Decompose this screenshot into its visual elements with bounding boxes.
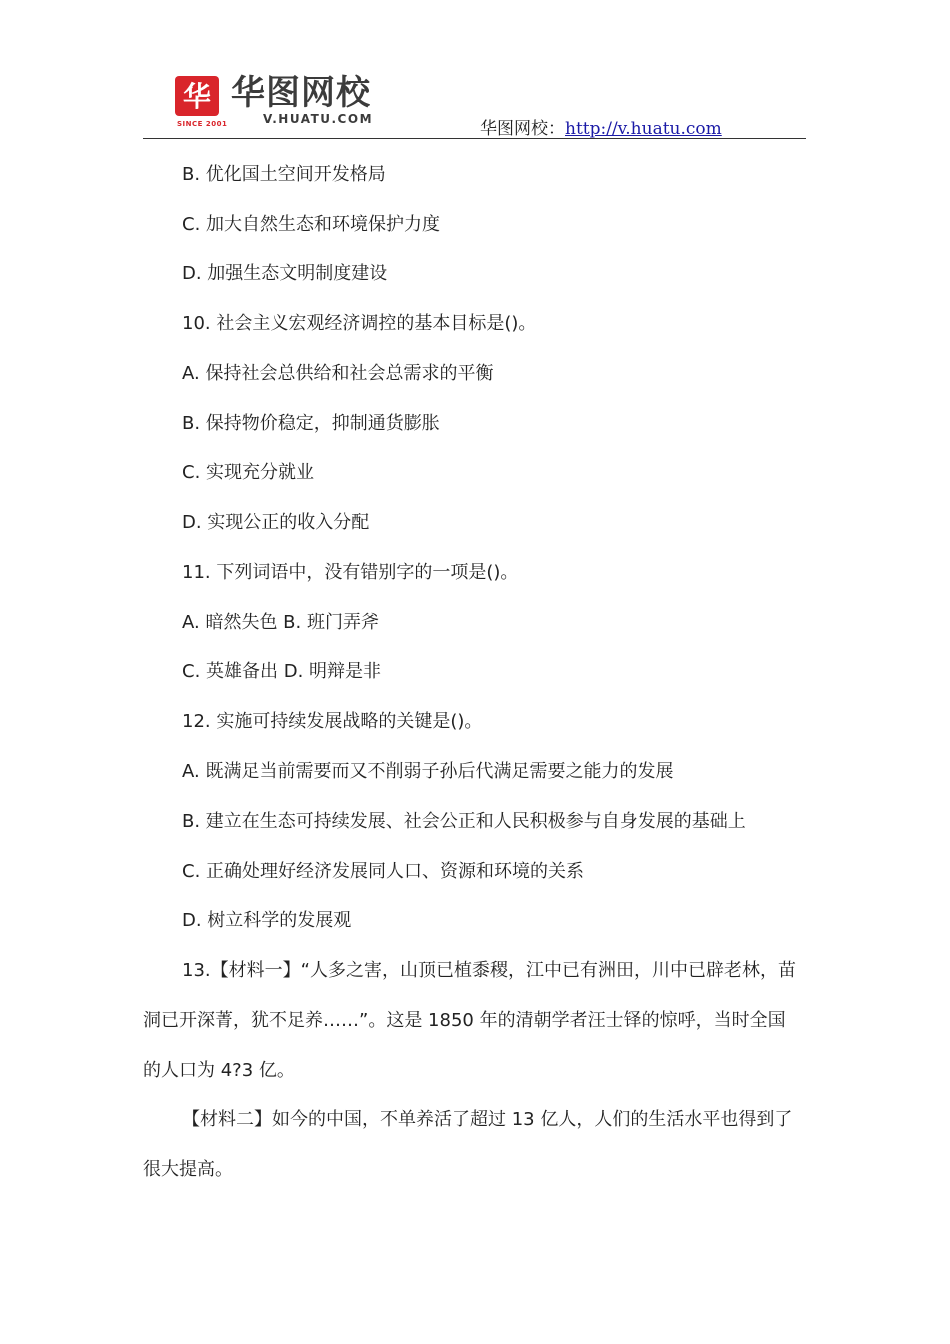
logo-name: 华图网校 [231, 73, 371, 113]
huatu-logo[interactable] [175, 73, 407, 128]
option-line: D. 实现公正的收入分配 [182, 512, 370, 533]
header-site-info [480, 114, 722, 139]
logo-glyph: 华 [182, 80, 212, 113]
option-line: B. 建立在生态可持续发展、社会公正和人民积极参与自身发展的基础上 [182, 811, 746, 832]
site-label: 华图网校： [480, 119, 565, 139]
material-two-line: 【材料二】如今的中国，不单养活了超过 13 亿人，人们的生活水平也得到了 [182, 1109, 793, 1130]
option-line: D. 加强生态文明制度建设 [182, 263, 388, 284]
site-link[interactable]: http://v.huatu.com [565, 119, 722, 139]
option-line: B. 保持物价稳定，抑制通货膨胀 [182, 413, 440, 434]
option-line: D. 树立科学的发展观 [182, 910, 352, 931]
option-line: A. 暗然失色 B. 班门弄斧 [182, 612, 379, 633]
option-line: A. 既满足当前需要而又不削弱子孙后代满足需要之能力的发展 [182, 761, 674, 782]
question-line: 11. 下列词语中，没有错别字的一项是()。 [182, 562, 519, 583]
option-line: A. 保持社会总供给和社会总需求的平衡 [182, 363, 494, 384]
material-one-line: 洞已开深菁，犹不足养……”。这是 1850 年的清朝学者汪士铎的惊呼，当时全国 [143, 1010, 786, 1031]
question-line: 12. 实施可持续发展战略的关键是()。 [182, 711, 483, 732]
option-line: C. 加大自然生态和环境保护力度 [182, 214, 441, 235]
option-line: C. 正确处理好经济发展同人口、资源和环境的关系 [182, 861, 585, 882]
option-line: B. 优化国土空间开发格局 [182, 164, 386, 185]
material-two-line: 很大提高。 [143, 1159, 233, 1180]
page-header [143, 72, 806, 139]
huatu-logo-mark-icon [175, 76, 219, 116]
logo-since-text: SINCE 2001 [177, 120, 228, 128]
logo-domain: V.HUATU.COM [263, 112, 374, 126]
material-one-line: 13.【材料一】“人多之害，山顶已植黍稷，江中已有洲田，川中已辟老林，苗 [182, 960, 796, 981]
question-line: 10. 社会主义宏观经济调控的基本目标是()。 [182, 313, 537, 334]
material-one-line: 的人口为 4?3 亿。 [143, 1060, 295, 1081]
option-line: C. 英雄备出 D. 明辩是非 [182, 661, 382, 682]
option-line: C. 实现充分就业 [182, 462, 315, 483]
